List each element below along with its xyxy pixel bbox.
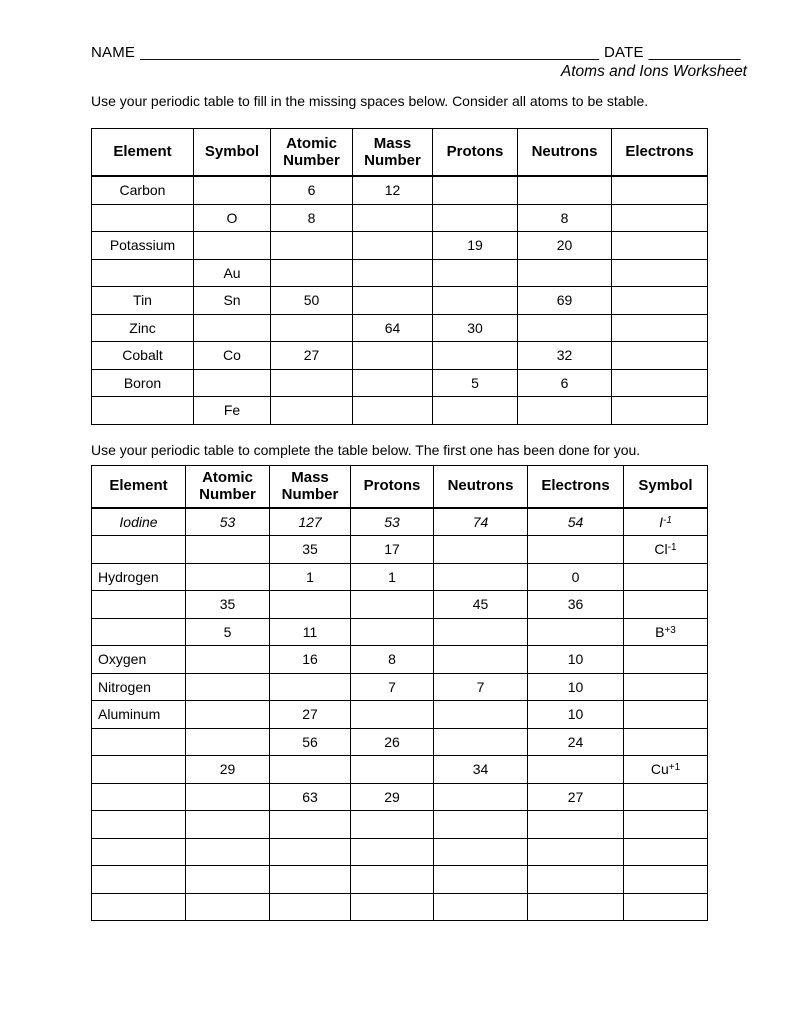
empty-cell <box>612 397 708 425</box>
filled-cell: Zinc <box>92 314 194 342</box>
filled-cell: Nitrogen <box>92 673 186 701</box>
empty-cell <box>194 369 271 397</box>
empty-cell <box>518 176 612 204</box>
empty-cell <box>353 232 433 260</box>
empty-cell <box>186 701 270 729</box>
filled-cell: Boron <box>92 369 194 397</box>
symbol-cell <box>624 508 708 536</box>
table-row <box>92 397 708 425</box>
filled-cell: 127 <box>270 508 351 536</box>
empty-cell <box>270 838 351 866</box>
empty-cell <box>270 756 351 784</box>
header-row <box>92 465 708 508</box>
filled-cell: 1 <box>270 563 351 591</box>
empty-cell <box>434 646 528 674</box>
table-row <box>92 176 708 204</box>
empty-cell <box>351 618 434 646</box>
empty-cell <box>271 259 353 287</box>
filled-cell: 53 <box>351 508 434 536</box>
header-row <box>92 129 708 177</box>
filled-cell: 30 <box>433 314 518 342</box>
filled-cell: 24 <box>528 728 624 756</box>
empty-cell <box>434 783 528 811</box>
column-header-neutrons: Neutrons <box>434 465 528 508</box>
filled-cell: 19 <box>433 232 518 260</box>
empty-cell <box>528 838 624 866</box>
empty-cell <box>351 838 434 866</box>
filled-cell: 8 <box>351 646 434 674</box>
empty-cell <box>624 673 708 701</box>
table-row <box>92 342 708 370</box>
column-header-atomic-number: Atomic Number <box>271 129 353 177</box>
empty-cell <box>433 287 518 315</box>
empty-cell <box>270 591 351 619</box>
empty-cell <box>186 563 270 591</box>
filled-cell: 6 <box>271 176 353 204</box>
table-row <box>92 314 708 342</box>
empty-cell <box>434 811 528 839</box>
filled-cell: 1 <box>351 563 434 591</box>
empty-cell <box>518 259 612 287</box>
filled-cell: 16 <box>270 646 351 674</box>
table-row <box>92 866 708 894</box>
filled-cell: 0 <box>528 563 624 591</box>
date-blank-line: ___________ <box>648 44 741 61</box>
empty-cell <box>92 728 186 756</box>
empty-cell <box>528 811 624 839</box>
empty-cell <box>434 866 528 894</box>
filled-cell: O <box>194 204 271 232</box>
empty-cell <box>92 811 186 839</box>
empty-cell <box>528 866 624 894</box>
empty-cell <box>271 232 353 260</box>
empty-cell <box>612 369 708 397</box>
stable-atoms-table <box>91 128 708 425</box>
empty-cell <box>194 176 271 204</box>
empty-cell <box>612 204 708 232</box>
empty-cell <box>624 728 708 756</box>
empty-cell <box>186 838 270 866</box>
table-row <box>92 204 708 232</box>
empty-cell <box>353 369 433 397</box>
filled-cell: 5 <box>186 618 270 646</box>
filled-cell: 32 <box>518 342 612 370</box>
empty-cell <box>351 893 434 921</box>
empty-cell <box>194 314 271 342</box>
filled-cell: Oxygen <box>92 646 186 674</box>
empty-cell <box>186 866 270 894</box>
empty-cell <box>351 591 434 619</box>
filled-cell: 12 <box>353 176 433 204</box>
filled-cell: Sn <box>194 287 271 315</box>
table-row <box>92 287 708 315</box>
empty-cell <box>624 866 708 894</box>
empty-cell <box>92 536 186 564</box>
empty-cell <box>186 646 270 674</box>
filled-cell: Cobalt <box>92 342 194 370</box>
filled-cell: 64 <box>353 314 433 342</box>
empty-cell <box>271 369 353 397</box>
filled-cell: Iodine <box>92 508 186 536</box>
name-blank-line: _______________________________________________________ <box>140 44 599 61</box>
empty-cell <box>624 893 708 921</box>
empty-cell <box>353 342 433 370</box>
filled-cell: 63 <box>270 783 351 811</box>
filled-cell: 27 <box>270 701 351 729</box>
empty-cell <box>528 893 624 921</box>
empty-cell <box>624 701 708 729</box>
filled-cell: 29 <box>351 783 434 811</box>
empty-cell <box>186 728 270 756</box>
empty-cell <box>92 618 186 646</box>
column-header-neutrons: Neutrons <box>518 129 612 177</box>
empty-cell <box>434 838 528 866</box>
empty-cell <box>624 646 708 674</box>
filled-cell: 10 <box>528 701 624 729</box>
filled-cell: 29 <box>186 756 270 784</box>
column-header-mass-number: Mass Number <box>353 129 433 177</box>
charge-superscript: -1 <box>662 514 672 526</box>
table-row <box>92 646 708 674</box>
table-row <box>92 259 708 287</box>
ions-table <box>91 465 708 922</box>
empty-cell <box>186 811 270 839</box>
empty-cell <box>434 618 528 646</box>
empty-cell <box>353 397 433 425</box>
empty-cell <box>351 701 434 729</box>
filled-cell: Carbon <box>92 176 194 204</box>
empty-cell <box>433 342 518 370</box>
empty-cell <box>624 811 708 839</box>
instructions-atoms: Use your periodic table to fill in the missing spaces below. Consider all atoms to be stable. <box>91 93 649 109</box>
table-row <box>92 838 708 866</box>
empty-cell <box>433 259 518 287</box>
empty-cell <box>92 893 186 921</box>
empty-cell <box>353 287 433 315</box>
table-row <box>92 536 708 564</box>
empty-cell <box>186 536 270 564</box>
empty-cell <box>270 673 351 701</box>
name-label: NAME <box>91 44 136 61</box>
empty-cell <box>92 783 186 811</box>
table-row <box>92 728 708 756</box>
filled-cell: 53 <box>186 508 270 536</box>
column-header-protons: Protons <box>351 465 434 508</box>
filled-cell: 50 <box>271 287 353 315</box>
empty-cell <box>270 893 351 921</box>
empty-cell <box>624 563 708 591</box>
empty-cell <box>434 563 528 591</box>
empty-cell <box>612 287 708 315</box>
empty-cell <box>433 397 518 425</box>
charge-superscript: +3 <box>664 624 676 636</box>
empty-cell <box>351 756 434 784</box>
symbol-base: Cu <box>650 761 669 778</box>
column-header-electrons: Electrons <box>612 129 708 177</box>
instructions-ions: Use your periodic table to complete the table below. The first one has been done for you. <box>91 441 641 458</box>
table-row <box>92 508 708 536</box>
empty-cell <box>92 591 186 619</box>
symbol-cell <box>624 618 708 646</box>
empty-cell <box>92 397 194 425</box>
empty-cell <box>353 204 433 232</box>
empty-cell <box>612 176 708 204</box>
filled-cell: Tin <box>92 287 194 315</box>
filled-cell: 8 <box>518 204 612 232</box>
table-row <box>92 783 708 811</box>
filled-cell: Au <box>194 259 271 287</box>
date-label: DATE <box>603 44 644 61</box>
filled-cell: Fe <box>194 397 271 425</box>
filled-cell: 7 <box>351 673 434 701</box>
empty-cell <box>433 204 518 232</box>
table-row <box>92 701 708 729</box>
symbol-base: I <box>659 513 663 530</box>
filled-cell: Potassium <box>92 232 194 260</box>
empty-cell <box>353 259 433 287</box>
column-header-mass-number: Mass Number <box>270 465 351 508</box>
table-row <box>92 591 708 619</box>
filled-cell: Aluminum <box>92 701 186 729</box>
table-row <box>92 563 708 591</box>
filled-cell: 5 <box>433 369 518 397</box>
filled-cell: 54 <box>528 508 624 536</box>
name-date-line <box>91 44 747 61</box>
worksheet-title: Atoms and Ions Worksheet <box>560 63 747 80</box>
empty-cell <box>518 397 612 425</box>
filled-cell: 7 <box>434 673 528 701</box>
table-row <box>92 893 708 921</box>
symbol-base: B <box>655 623 665 640</box>
empty-cell <box>518 314 612 342</box>
empty-cell <box>186 893 270 921</box>
empty-cell <box>92 838 186 866</box>
filled-cell: 35 <box>270 536 351 564</box>
empty-cell <box>528 618 624 646</box>
empty-cell <box>92 259 194 287</box>
filled-cell: 56 <box>270 728 351 756</box>
empty-cell <box>351 866 434 894</box>
filled-cell: 26 <box>351 728 434 756</box>
table-row <box>92 232 708 260</box>
empty-cell <box>92 204 194 232</box>
empty-cell <box>434 536 528 564</box>
empty-cell <box>270 811 351 839</box>
filled-cell: 20 <box>518 232 612 260</box>
filled-cell: 69 <box>518 287 612 315</box>
symbol-cell <box>624 536 708 564</box>
empty-cell <box>624 783 708 811</box>
filled-cell: 27 <box>528 783 624 811</box>
empty-cell <box>92 866 186 894</box>
empty-cell <box>92 756 186 784</box>
filled-cell: 27 <box>271 342 353 370</box>
empty-cell <box>434 728 528 756</box>
filled-cell: 6 <box>518 369 612 397</box>
empty-cell <box>612 314 708 342</box>
symbol-base: Cl <box>654 541 668 558</box>
empty-cell <box>612 232 708 260</box>
empty-cell <box>270 866 351 894</box>
filled-cell: 74 <box>434 508 528 536</box>
column-header-element: Element <box>92 465 186 508</box>
column-header-symbol: Symbol <box>194 129 271 177</box>
filled-cell: 35 <box>186 591 270 619</box>
symbol-cell <box>624 756 708 784</box>
empty-cell <box>624 838 708 866</box>
filled-cell: 36 <box>528 591 624 619</box>
empty-cell <box>351 811 434 839</box>
filled-cell: 45 <box>434 591 528 619</box>
filled-cell: 8 <box>271 204 353 232</box>
table-row <box>92 369 708 397</box>
empty-cell <box>612 342 708 370</box>
column-header-symbol: Symbol <box>624 465 708 508</box>
empty-cell <box>271 397 353 425</box>
table-row <box>92 756 708 784</box>
filled-cell: 11 <box>270 618 351 646</box>
filled-cell: Co <box>194 342 271 370</box>
table-row <box>92 618 708 646</box>
empty-cell <box>624 591 708 619</box>
filled-cell: 34 <box>434 756 528 784</box>
empty-cell <box>271 314 353 342</box>
charge-superscript: +1 <box>668 762 681 774</box>
empty-cell <box>434 893 528 921</box>
empty-cell <box>186 673 270 701</box>
table-row <box>92 673 708 701</box>
charge-superscript: -1 <box>667 542 677 554</box>
column-header-atomic-number: Atomic Number <box>186 465 270 508</box>
column-header-electrons: Electrons <box>528 465 624 508</box>
empty-cell <box>434 701 528 729</box>
empty-cell <box>528 756 624 784</box>
empty-cell <box>528 536 624 564</box>
empty-cell <box>612 259 708 287</box>
table-row <box>92 811 708 839</box>
empty-cell <box>186 783 270 811</box>
filled-cell: 10 <box>528 646 624 674</box>
empty-cell <box>194 232 271 260</box>
column-header-protons: Protons <box>433 129 518 177</box>
filled-cell: Hydrogen <box>92 563 186 591</box>
empty-cell <box>433 176 518 204</box>
column-header-element: Element <box>92 129 194 177</box>
filled-cell: 10 <box>528 673 624 701</box>
filled-cell: 17 <box>351 536 434 564</box>
